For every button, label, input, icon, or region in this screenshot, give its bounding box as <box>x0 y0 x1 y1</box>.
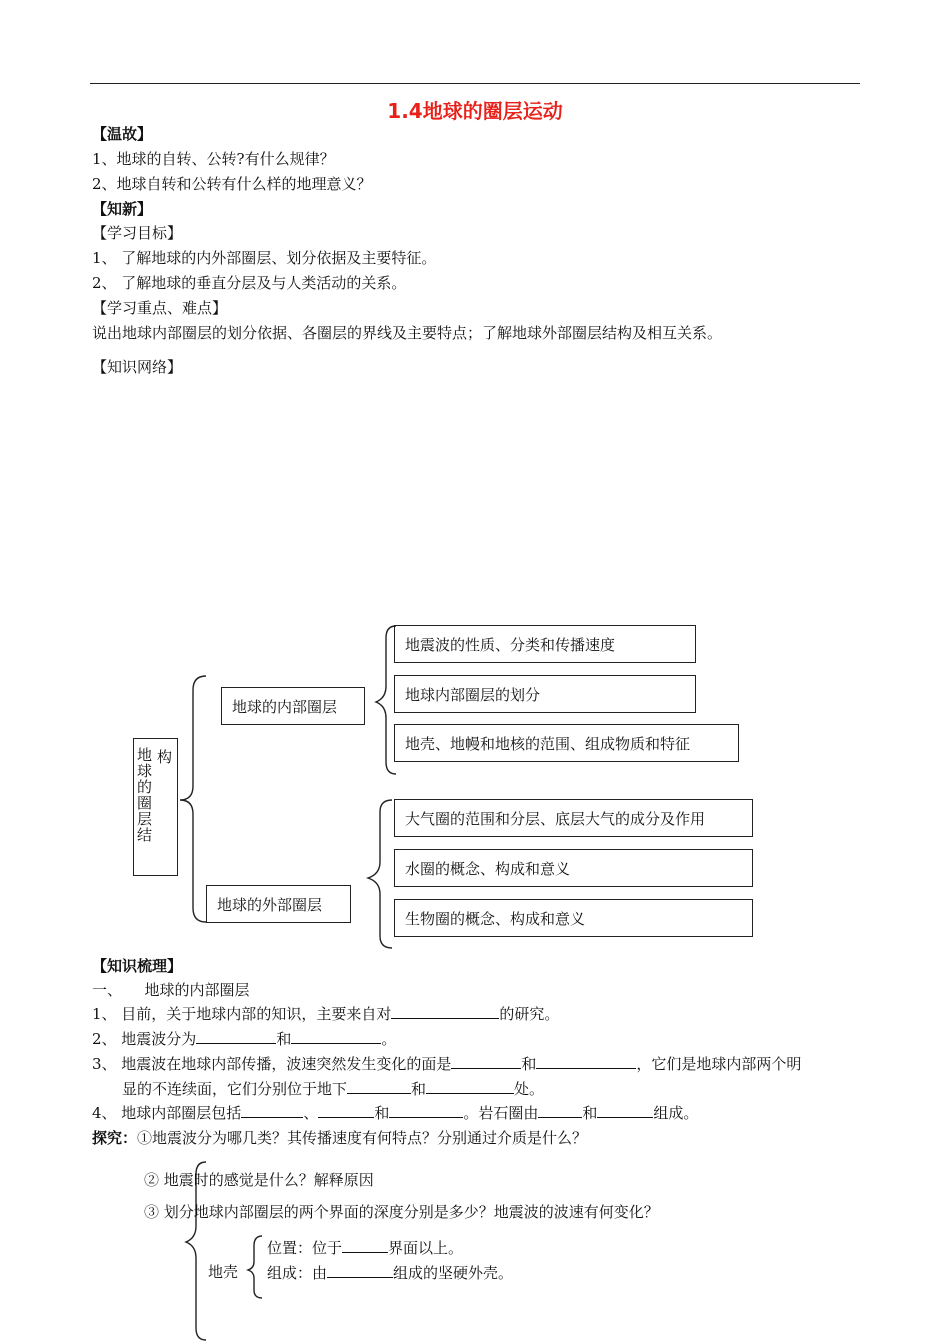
explore-line-3: ③ 划分地球内部圈层的两个界面的深度分别是多少？地震波的波速有何变化？ <box>144 1203 659 1221</box>
goal-2: 2、 了解地球的垂直分层及与人类活动的关系。 <box>92 274 407 292</box>
blank-field[interactable] <box>327 1263 393 1278</box>
blank-field[interactable] <box>347 1079 411 1094</box>
blank-field[interactable] <box>318 1103 374 1118</box>
outer-item-1: 大气圈的范围和分层、底层大气的成分及作用 <box>394 799 753 837</box>
key-header: 【学习重点、难点】 <box>92 299 228 317</box>
outer-brace <box>368 800 392 948</box>
blank-field[interactable] <box>426 1079 514 1094</box>
outer-item-2: 水圈的概念、构成和意义 <box>394 849 753 887</box>
root-box <box>133 738 178 876</box>
inner-layers-box: 地球的内部圈层 <box>221 687 365 725</box>
fill-question-1: 1、 目前，关于地球内部的知识，主要来自对 的研究。 <box>92 1005 560 1023</box>
explore-line-2: ② 地震时的感觉是什么？解释原因 <box>144 1171 374 1189</box>
inner-brace <box>376 626 396 774</box>
blank-field[interactable] <box>451 1054 521 1069</box>
blank-field[interactable] <box>342 1238 388 1253</box>
review-header: 【温故】 <box>92 125 153 143</box>
fill-question-3-cont: 显的不连续面，它们分别位于地下 和 处。 <box>122 1080 545 1098</box>
blank-field[interactable] <box>536 1054 636 1069</box>
fill-question-4: 4、 地球内部圈层包括 、 和 。岩石圈由 和 组成。 <box>92 1104 699 1122</box>
blank-field[interactable] <box>597 1103 653 1118</box>
crust-brace <box>248 1236 262 1298</box>
blank-field[interactable] <box>538 1103 582 1118</box>
root-label-col2: 地球的圈层结 <box>135 747 153 843</box>
network-header: 【知识网络】 <box>92 358 183 376</box>
blank-field[interactable] <box>389 1103 463 1118</box>
root-label-col1: 构 <box>155 749 173 765</box>
key-text: 说出地球内部圈层的划分依据、各圈层的界线及主要特点；了解地球外部圈层结构及相互关系。 <box>92 324 723 342</box>
crust-position: 位置：位于 界面以上。 <box>267 1239 464 1257</box>
outer-item-3: 生物圈的概念、构成和意义 <box>394 899 753 937</box>
crust-composition: 组成：由 组成的坚硬外壳。 <box>267 1264 514 1282</box>
section-inner-layers: 一、 地球的内部圈层 <box>92 981 250 999</box>
review-question-2: 2、地球自转和公转有什么样的地理意义？ <box>92 175 372 193</box>
inner-item-2: 地球内部圈层的划分 <box>394 675 696 713</box>
goals-header: 【学习目标】 <box>92 224 183 242</box>
inner-item-3: 地壳、地幔和地核的范围、组成物质和特征 <box>394 724 739 762</box>
fill-question-2: 2、 地震波分为 和 。 <box>92 1030 397 1048</box>
inner-item-1: 地震波的性质、分类和传播速度 <box>394 625 696 663</box>
goal-1: 1、 了解地球的内外部圈层、划分依据及主要特征。 <box>92 249 437 267</box>
blank-field[interactable] <box>291 1029 381 1044</box>
crust-label: 地壳 <box>208 1263 239 1281</box>
review-question-1: 1、地球的自转、公转?有什么规律？ <box>92 150 335 168</box>
blank-field[interactable] <box>391 1004 499 1019</box>
root-brace <box>180 676 206 922</box>
new-header: 【知新】 <box>92 200 153 218</box>
explore-line-1: 探究：①地震波分为哪几类？其传播速度有何特点？分别通过介质是什么？ <box>92 1129 588 1147</box>
blank-field[interactable] <box>196 1029 276 1044</box>
page-title: 1.4地球的圈层运动 <box>387 99 563 123</box>
review-section-header: 【知识梳理】 <box>92 957 183 975</box>
fill-question-3: 3、 地震波在地球内部传播，波速突然发生变化的面是 和 ，它们是地球内部两个明 <box>92 1055 802 1073</box>
outer-layers-box: 地球的外部圈层 <box>206 885 351 923</box>
blank-field[interactable] <box>241 1103 303 1118</box>
